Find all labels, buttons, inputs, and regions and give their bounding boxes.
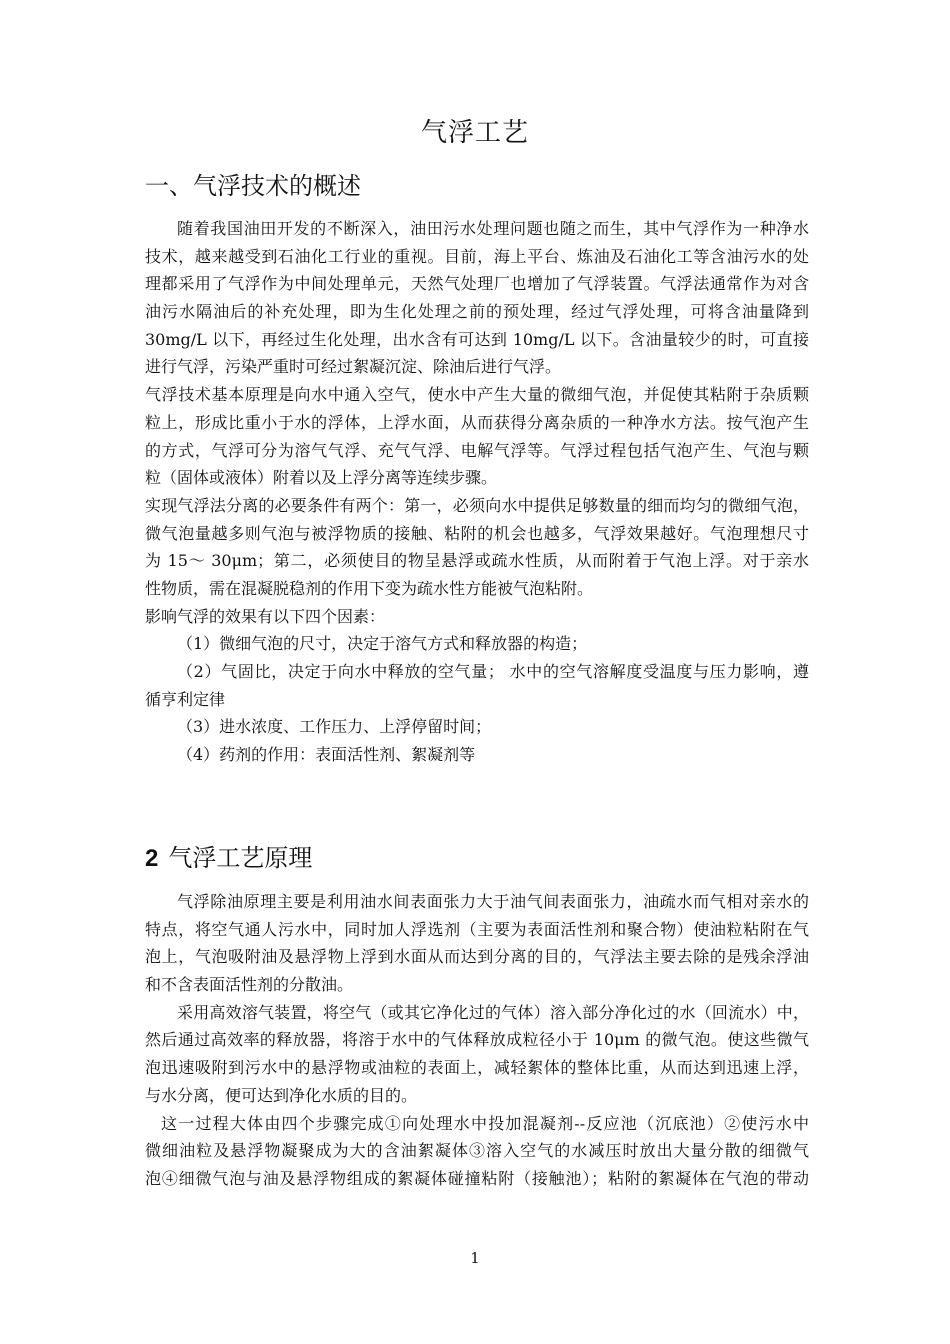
text-line: 这一过程大体由四个步骤完成①向处理水中投加混凝剂--反应池（沉底池）②使污水中 (161, 1113, 809, 1133)
section-number: 2 (145, 845, 159, 872)
text-line: 泡④细微气泡与油及悬浮物组成的絮凝体碰撞粘附（接触池）；粘附的絮凝体在气泡的带动 (145, 1168, 809, 1188)
text-line: 进行气浮，污染严重时可经过絮凝沉淀、除油后进行气浮。 (145, 357, 562, 377)
section-heading-text: 一、气浮技术的概述 (145, 172, 361, 200)
text-line: 30mg/L 以下，再经过生化处理，出水含有可达到 10mg/L 以下。含油量较少的时，可直接 (145, 329, 809, 349)
text-line: 泡迅速吸附到污水中的悬浮物或油粒的表面上，减轻絮体的整体比重，从而达到迅速上浮， (145, 1058, 809, 1078)
text-line: 然后通过高效率的释放器，将溶于水中的气体释放成粒径小于 10μm 的微气泡。使这些微气 (145, 1030, 809, 1050)
text-line: 技术，越来越受到石油化工行业的重视。目前，海上平台、炼油及石油化工等含油污水的处 (145, 246, 809, 266)
text-line: 气浮技术基本原理是向水中通入空气，使水中产生大量的微细气泡，并促使其粘附于杂质颗 (145, 385, 809, 405)
text-line: 泡上，气泡吸附油及悬浮物上浮到水面从而达到分离的目的，气浮法主要去除的是残余浮油 (145, 947, 809, 967)
list-item: （1）微细气泡的尺寸，决定于溶气方式和释放器的构造； (177, 634, 588, 654)
page-number: 1 (470, 1249, 480, 1267)
text-line: 为 15～ 30μm；第二，必须使目的物呈悬浮或疏水性质，从而附着于气泡上浮。对于亲水 (145, 551, 809, 571)
text-line: 粒（固体或液体）附着以及上浮分离等连续步骤。 (145, 468, 498, 488)
text-line: 的方式，气浮可分为溶气气浮、充气气浮、电解气浮等。气浮过程包括气泡产生、气泡与颗 (145, 440, 809, 460)
section-principle-body (145, 888, 809, 1193)
text-line: 微细油粒及悬浮物凝聚成为大的含油絮凝体③溶入空气的水减压时放出大量分散的细微气 (145, 1141, 809, 1161)
text-line: 和不含表面活性剂的分散油。 (145, 975, 354, 995)
section-heading-principle (145, 841, 312, 876)
text-line: 油污水隔油后的补充处理，即为生化处理之前的预处理，经过气浮处理，可将含油量降到 (145, 302, 809, 322)
text-line: 随着我国油田开发的不断深入，油田污水处理问题也随之而生，其中气浮作为一种净水 (177, 219, 809, 238)
text-line: 粒上，形成比重小于水的浮体，上浮水面，从而获得分离杂质的一种净水方法。按气泡产生 (145, 412, 809, 432)
section-heading-text: 气浮工艺原理 (168, 844, 313, 872)
text-line: 气浮除油原理主要是利用油水间表面张力大于油气间表面张力，油疏水而气相对亲水的 (177, 892, 809, 911)
list-item: （4）药剂的作用：表面活性剂、絮凝剂等 (177, 745, 476, 765)
text-line: 实现气浮法分离的必要条件有两个：第一，必须向水中提供足够数量的细而均匀的微细气泡， (145, 495, 809, 515)
text-line: 影响气浮的效果有以下四个因素： (145, 606, 386, 626)
section-heading-overview (145, 169, 361, 203)
text-line: 理都采用了气浮作为中间处理单元，天然气处理厂也增加了气浮装置。气浮法通常作为对含 (145, 274, 809, 294)
text-line: 采用高效溶气装置，将空气（或其它净化过的气体）溶入部分净化过的水（回流水）中， (177, 1002, 809, 1022)
text-line: 与水分离，便可达到净化水质的目的。 (145, 1085, 418, 1105)
section-overview-body (145, 215, 809, 769)
text-line: 循亨利定律 (145, 689, 226, 709)
text-line: 性物质，需在混凝脱稳剂的作用下变为疏水性方能被气泡粘附。 (145, 578, 594, 598)
text-line: 特点，将空气通人污水中，同时加人浮选剂（主要为表面活性剂和聚合物）使油粒粘附在气 (145, 919, 809, 939)
list-item: （3）进水浓度、工作压力、上浮停留时间； (177, 717, 492, 737)
text-line: 微气泡量越多则气泡与被浮物质的接触、粘附的机会也越多，气浮效果越好。气泡理想尺寸 (145, 523, 809, 543)
list-item: （2）气固比，决定于向水中释放的空气量； 水中的空气溶解度受温度与压力影响，遵 (177, 662, 809, 681)
document-title: 气浮工艺 (420, 118, 529, 148)
